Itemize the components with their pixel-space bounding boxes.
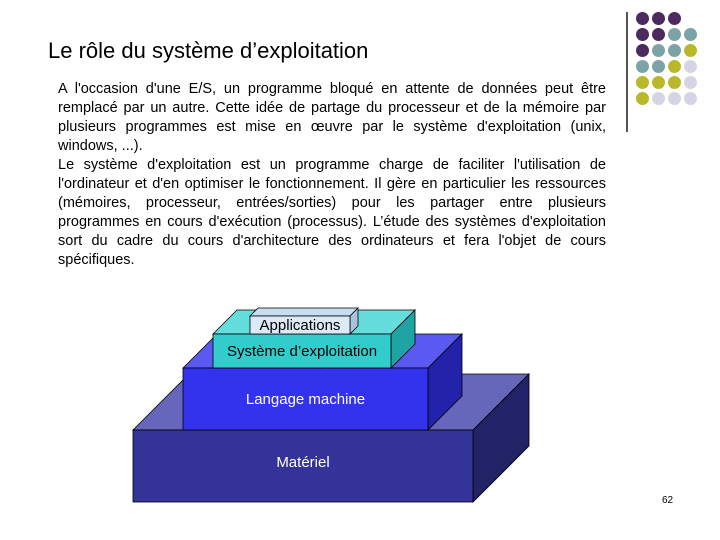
layer-label-langage-machine: Langage machine [245, 390, 366, 408]
layer-label-systeme-exploitation: Système d’exploitation [226, 342, 378, 360]
layer-label-materiel: Matériel [276, 454, 330, 471]
paragraph-1: A l'occasion d'une E/S, un programme bloqué en attente de données peut être remplacé par un autre. Cette idée de partage du processeur et de la mémoire par plusieurs programmes est mise en œuvre par le système d'exploitation (unix, windows, ...). [58, 81, 606, 154]
page-number: 62 [662, 495, 674, 506]
layer-label-applications: Applications [259, 316, 341, 334]
slide-title: Le rôle du système d’exploitation [48, 38, 369, 63]
layer-applications-top [250, 308, 358, 316]
paragraph-2: Le système d'exploitation est un programme charge de faciliter l'utilisation de l'ordinateur et d'en optimiser le fonctionnement. Il gère en particulier les ressources (mémoires, processeur, entrées/sorties) pour les partager entre plusieurs programmes en cours d'exécution (processus). L’étude des systèmes d'exploitation sort du cadre du cours d'architecture des ordinateurs et fera l'objet de cours spécifiques. [58, 157, 606, 268]
